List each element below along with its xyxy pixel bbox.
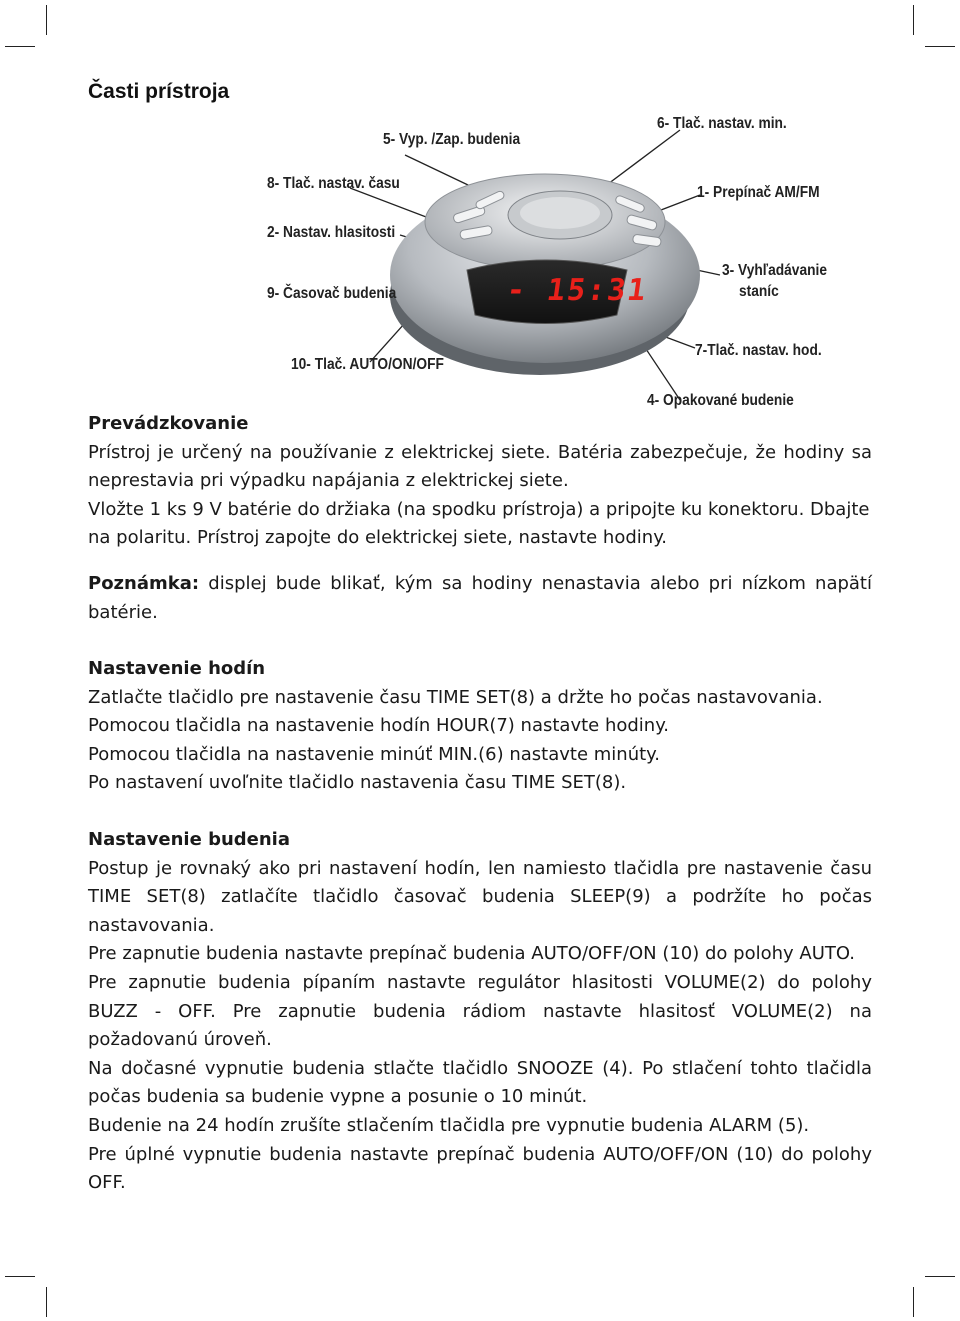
callout-4: 4- Opakované budenie xyxy=(647,392,794,409)
note-paragraph xyxy=(88,570,872,627)
paragraph: Pre zapnutie budenia pípaním nastavte regulátor hlasitosti VOLUME(2) do polohy BUZZ - OFF. Pre zapnutie budenia rádiom nastavte hlasitosť VOLUME(2) na požadovanú úroveň. xyxy=(88,971,872,1051)
crop-mark xyxy=(925,46,955,47)
crop-mark xyxy=(913,1287,914,1317)
callout-6: 6- Tlač. nastav. min. xyxy=(657,115,787,132)
callout-8: 8- Tlač. nastav. času xyxy=(267,175,400,192)
section-nastavenie-hodin xyxy=(88,655,872,798)
paragraph: Postup je rovnaký ako pri nastavení hodín, len namiesto tlačidla pre nastavenie času TIME SET(8) zatlačíte tlačidlo časovač budenia SLEEP(9) a podržíte ho počas nastavovania. xyxy=(88,857,872,936)
crop-mark xyxy=(913,5,914,35)
paragraph-line: Pomocou tlačidla na nastavenie minúť MIN.(6) nastavte minúty. xyxy=(88,743,660,765)
page-title: Časti prístroja xyxy=(88,80,230,103)
paragraph-line: Po nastavení uvoľnite tlačidlo nastavenia času TIME SET(8). xyxy=(88,772,627,794)
device-parts-figure xyxy=(255,110,855,410)
note-text: displej bude blikať, kým sa hodiny nenastavia alebo pri nízkom napätí batérie. xyxy=(88,573,872,623)
paragraph: Vložte 1 ks 9 V batérie do držiaka (na spodku prístroja) a pripojte ku konektoru. Dbajte na polaritu. Prístroj zapojte do elektrickej siete, nastavte hodiny. xyxy=(88,498,870,549)
paragraph: Budenie na 24 hodín zrušíte stlačením tlačidla pre vypnutie budenia ALARM (5). xyxy=(88,1114,810,1136)
section-note xyxy=(88,570,872,627)
clock-display-digits: - 15:31 xyxy=(504,273,650,308)
crop-mark xyxy=(5,46,35,47)
callout-7: 7-Tlač. nastav. hod. xyxy=(695,342,822,359)
note-label: Poznámka: xyxy=(88,573,200,594)
section-heading: Nastavenie hodín xyxy=(88,658,266,679)
callout-3-line2: staníc xyxy=(739,283,779,300)
crop-mark xyxy=(5,1276,35,1277)
paragraph: Na dočasné vypnutie budenia stlačte tlačidlo SNOOZE (4). Po stlačení tohto tlačidla počas budenia sa budenie vypne a posunie o 10 minút. xyxy=(88,1057,872,1108)
crop-mark xyxy=(46,5,47,35)
callout-10: 10- Tlač. AUTO/ON/OFF xyxy=(291,356,444,373)
section-nastavenie-budenia xyxy=(88,826,872,1198)
paragraph: Pre úplné vypnutie budenia nastavte prepínač budenia AUTO/OFF/ON (10) do polohy OFF. xyxy=(88,1143,872,1194)
callout-2: 2- Nastav. hlasitosti xyxy=(267,224,396,241)
callout-3-line1: 3- Vyhľadávanie xyxy=(722,262,827,279)
section-heading: Nastavenie budenia xyxy=(88,829,290,850)
callout-5: 5- Vyp. /Zap. budenia xyxy=(383,131,521,148)
crop-mark xyxy=(46,1287,47,1317)
paragraph: Pre zapnutie budenia nastavte prepínač budenia AUTO/OFF/ON (10) do polohy AUTO. xyxy=(88,943,856,965)
paragraph-line: Pomocou tlačidla na nastavenie hodín HOUR(7) nastavte hodiny. xyxy=(88,715,670,737)
paragraph: Prístroj je určený na používanie z elektrickej siete. Batéria zabezpečuje, že hodiny sa neprestavia pri výpadku napájania z elektrickej siete. xyxy=(88,441,872,492)
crop-mark xyxy=(925,1276,955,1277)
callout-1: 1- Prepínač AM/FM xyxy=(697,184,820,201)
callout-9: 9- Časovač budenia xyxy=(267,285,397,302)
section-prevadzkovanie xyxy=(88,410,872,553)
section-heading: Prevádzkovanie xyxy=(88,413,249,434)
paragraph-line: Zatlačte tlačidlo pre nastavenie času TIME SET(8) a držte ho počas nastavovania. xyxy=(88,686,823,708)
